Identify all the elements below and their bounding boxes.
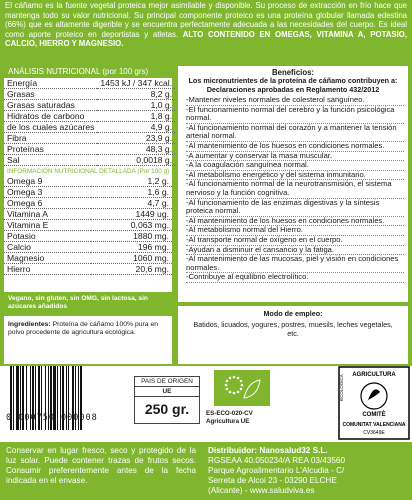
nutrient-label: Hierro	[4, 264, 91, 275]
benefits-subtitle: Los micronutrientes de la proteína de cáñamo contribuyen a:	[188, 76, 398, 85]
benefit-item: -Al mantenimiento de los huesos en condiciones normales.	[186, 142, 404, 152]
benefits-panel	[178, 66, 408, 302]
nutrient-value: 0,063 mg.	[91, 220, 172, 231]
nutrition-row	[4, 198, 172, 209]
nutrition-row	[4, 187, 172, 198]
nutrient-value: 23,9 g.	[97, 133, 175, 144]
barcode-number: 0 000750 000008	[6, 413, 98, 423]
nutrition-row	[4, 89, 175, 100]
storage-text: Conservar en lugar fresco, seco y protegido de la luz solar. Puede contener trazas de frutos secos. Consumir preferentemente antes de la fecha indicada en el envase.	[6, 446, 196, 485]
nutrient-value: 1449 ug.	[91, 209, 172, 220]
nutrition-row	[4, 209, 172, 220]
nutrient-label: Hidratos de carbono	[4, 111, 97, 122]
benefits-list	[186, 96, 404, 283]
benefit-item: -Al mantenimiento de las mucosas, piel y visión en condiciones normales.	[186, 255, 404, 273]
nutrient-label: Omega 6	[4, 198, 91, 209]
intro-text	[0, 0, 412, 64]
benefit-item: -Al transporte normal de oxígeno en el cuerpo.	[186, 236, 404, 246]
nutrition-row	[4, 253, 172, 264]
nutrition-row	[4, 122, 175, 133]
seal-side: ECOLÒGICA	[339, 374, 344, 401]
organic-seal-icon	[338, 366, 410, 440]
benefit-item: -Contribuye al equilibrio electrolítico.	[186, 273, 404, 283]
origin-country: UE	[135, 387, 199, 397]
nutrition-row	[4, 100, 175, 111]
benefit-item: -Ayudan a disminuir el cansancio y la fatiga.	[186, 246, 404, 256]
nutrient-label: Vitamina A	[4, 209, 91, 220]
nutrient-value: 0,0018 g.	[97, 155, 175, 166]
benefit-item: -Al funcionamiento de las enzimas digestivas y la síntesis proteica normal.	[186, 199, 404, 217]
origin-label: PAIS DE ORIGEN	[135, 377, 199, 387]
nutrient-label: Grasas saturadas	[4, 100, 97, 111]
nutrient-label: Magnesio	[4, 253, 91, 264]
benefit-item: -Al mantenimiento de los huesos en condiciones normales.	[186, 217, 404, 227]
nutrient-label: de los cuales azúcares	[4, 122, 97, 133]
nutrient-label: Omega 9	[4, 176, 91, 187]
ingredients-box	[4, 318, 172, 364]
nutrient-label: Energía	[4, 78, 97, 89]
benefit-item: -Mantener niveles normales de colesterol sanguíneo.	[186, 96, 404, 106]
benefits-declaration: Declaraciones aprobadas en Reglamento 432/2012	[206, 84, 380, 94]
nutrient-value: 4,7 g.	[91, 198, 172, 209]
nutrition-table	[4, 78, 175, 166]
nutrient-label: Fibra	[4, 133, 97, 144]
nutrient-value: 1060 mg.	[91, 253, 172, 264]
nutrient-value: 1453 kJ / 347 kcal.	[97, 78, 175, 89]
ingredients-label: Ingredientes:	[8, 321, 51, 328]
nutrient-label: Omega 3	[4, 187, 91, 198]
origin-box	[134, 376, 200, 424]
nutrition-row	[4, 242, 172, 253]
nutrient-value: 4,9 g.	[97, 122, 175, 133]
seal-top: AGRICULTURA	[352, 372, 396, 378]
distributor-line2: Parque Agroalimentario L'Alcudia - C/	[208, 466, 345, 475]
nutrient-label: Sal	[4, 155, 97, 166]
nutrient-label: Grasas	[4, 89, 97, 100]
nutrient-value: 20,6 mg.	[91, 264, 172, 275]
benefit-item: -El funcionamiento normal del cerebro y la función psicológica normal.	[186, 106, 404, 124]
distributor-name: Distribuidor: Nanosalud32 S.L.	[208, 446, 328, 455]
nutrient-value: 1880 mg.	[91, 231, 172, 242]
eu-code: ES-ECO-020-CV	[206, 410, 253, 417]
distributor-line3: Serreta de Alcoi 23 - 03290 ELCHE	[208, 476, 337, 485]
nutrient-value: 1,8 g.	[97, 111, 175, 122]
nutrient-label: Calcio	[4, 242, 91, 253]
nutrition-row	[4, 144, 175, 155]
nutrition-row	[4, 111, 175, 122]
nutrition-row	[4, 176, 172, 187]
eu-label: Agricultura UE	[206, 418, 250, 425]
nutrition-row	[4, 264, 172, 275]
detail-header: INFORMACIÓN NUTRICIONAL DETALLADA (Por 100 g)	[7, 168, 170, 175]
usage-title: Modo de empleo:	[263, 309, 323, 318]
benefit-item: -Al metabolismo energético y del sistema inmunitario.	[186, 171, 404, 181]
intro-paragraph: El cáñamo es la fuente vegetal proteica mejor asimilable y disponible. Su proceso de extracción en frío hace que mantenga todo su valor nutricional. Su principal componente proteico es una proteína globular llamada edestina (66%) que es altamente digerible y se encuentra perfectamente adecuada a las necesidades del cuerpo. Es ideal como aporte proteico en deportistas y atletas.	[5, 1, 407, 39]
benefit-item: -A la coagulación sanguínea normal.	[186, 161, 404, 171]
seal-comite: COMITÈ	[362, 412, 386, 418]
usage-text: Batidos, licuados, yogures, postres, muesils, leches vegetales, etc.	[193, 320, 393, 338]
nutrition-row	[4, 231, 172, 242]
nutrition-row	[4, 78, 175, 89]
nutrition-header: ANÁLISIS NUTRICIONAL (por 100 grs)	[4, 66, 172, 78]
nutrient-label: Proteínas	[4, 144, 97, 155]
nutrient-value: 8,2 g.	[97, 89, 175, 100]
intro-bold: ALTO CONTENIDO EN OMEGAS, VITAMINA A, POTASIO, CALCIO, HIERRO Y MAGNESIO.	[5, 29, 407, 49]
eu-certification	[206, 410, 286, 426]
eu-organic-leaf-icon	[214, 370, 270, 406]
nutrient-value: 48,3 g.	[97, 144, 175, 155]
nutrient-label: Vitamina E	[4, 220, 91, 231]
detail-table	[4, 176, 172, 275]
benefits-title: Beneficios:	[271, 68, 315, 77]
ingredients-text: Proteína de cáñamo 100% pura en polvo procedente de agricultura ecológica.	[8, 321, 159, 336]
nutrition-row	[4, 220, 172, 231]
nutrition-panel	[4, 66, 172, 322]
benefit-item: -Al funcionamiento normal de la neurotransmisión, el sistema nervioso y la función cognitiva.	[186, 180, 404, 198]
benefit-item: -Al funcionamiento normal del corazón y a mantener la tensión arterial normal.	[186, 124, 404, 142]
seal-region: COMUNITAT VALENCIANA	[342, 422, 406, 428]
distributor-info	[208, 446, 408, 496]
vegan-claims: Vegano, sin gluten, sin OMG, sin lactosa, sin azúcares añadidos	[4, 292, 172, 316]
usage-box	[178, 306, 408, 364]
nutrition-row	[4, 155, 175, 166]
nutrition-row	[4, 133, 175, 144]
distributor-line4: (Alicante) - www.saludviva.es	[208, 486, 315, 495]
nutrient-label: Potasio	[4, 231, 91, 242]
seal-code: CV3649E	[363, 430, 385, 436]
benefit-item: -Al metabolismo normal del Hierro.	[186, 226, 404, 236]
nutrient-value: 1,2 g.	[91, 176, 172, 187]
net-weight: 250 gr.	[144, 401, 190, 417]
nutrient-value: 196 mg.	[91, 242, 172, 253]
nutrient-value: 1,0 g.	[97, 100, 175, 111]
benefit-item: -A aumentar y conservar la masa muscular.	[186, 152, 404, 162]
nutrient-value: 1,6 g.	[91, 187, 172, 198]
distributor-line1: RGSEAA 40.050234/A REA 03/43560	[208, 456, 346, 465]
